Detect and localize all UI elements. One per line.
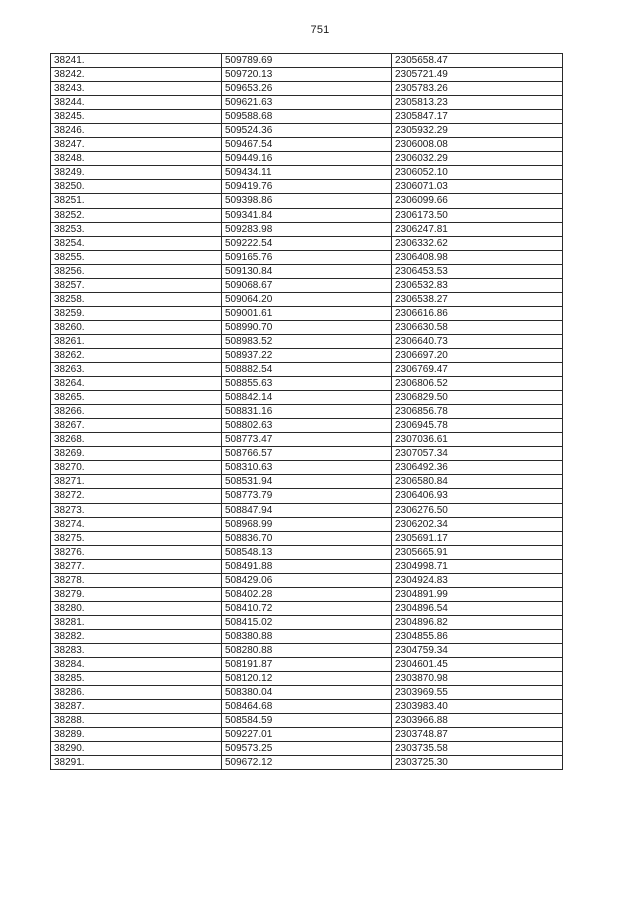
table-row — [51, 629, 563, 643]
x-coordinate-cell: 509222.54 — [222, 236, 392, 250]
x-coordinate-cell: 509419.76 — [222, 180, 392, 194]
point-number-cell: 38282. — [51, 629, 222, 643]
table-row — [51, 306, 563, 320]
y-coordinate-cell: 2303870.98 — [392, 672, 563, 686]
table-row — [51, 334, 563, 348]
x-coordinate-cell: 508491.88 — [222, 559, 392, 573]
point-number-cell: 38253. — [51, 222, 222, 236]
y-coordinate-cell: 2304998.71 — [392, 559, 563, 573]
point-number-cell: 38260. — [51, 320, 222, 334]
y-coordinate-cell: 2303969.55 — [392, 686, 563, 700]
point-number-cell: 38255. — [51, 250, 222, 264]
point-number-cell: 38289. — [51, 728, 222, 742]
table-row — [51, 363, 563, 377]
y-coordinate-cell: 2303725.30 — [392, 756, 563, 770]
point-number-cell: 38250. — [51, 180, 222, 194]
table-row — [51, 447, 563, 461]
point-number-cell: 38264. — [51, 377, 222, 391]
x-coordinate-cell: 508831.16 — [222, 405, 392, 419]
point-number-cell: 38275. — [51, 531, 222, 545]
y-coordinate-cell: 2306945.78 — [392, 419, 563, 433]
point-number-cell: 38276. — [51, 545, 222, 559]
point-number-cell: 38281. — [51, 615, 222, 629]
point-number-cell: 38270. — [51, 461, 222, 475]
y-coordinate-cell: 2304924.83 — [392, 573, 563, 587]
table-row — [51, 180, 563, 194]
x-coordinate-cell: 509341.84 — [222, 208, 392, 222]
point-number-cell: 38262. — [51, 348, 222, 362]
table-row — [51, 264, 563, 278]
table-row — [51, 615, 563, 629]
table-row — [51, 686, 563, 700]
x-coordinate-cell: 508937.22 — [222, 348, 392, 362]
x-coordinate-cell: 509283.98 — [222, 222, 392, 236]
point-number-cell: 38278. — [51, 573, 222, 587]
y-coordinate-cell: 2306640.73 — [392, 334, 563, 348]
y-coordinate-cell: 2306616.86 — [392, 306, 563, 320]
table-row — [51, 489, 563, 503]
x-coordinate-cell: 508802.63 — [222, 419, 392, 433]
point-number-cell: 38287. — [51, 700, 222, 714]
x-coordinate-cell: 508380.04 — [222, 686, 392, 700]
x-coordinate-cell: 508584.59 — [222, 714, 392, 728]
point-number-cell: 38285. — [51, 672, 222, 686]
table-row — [51, 672, 563, 686]
table-row — [51, 517, 563, 531]
table-row — [51, 348, 563, 362]
table-row — [51, 166, 563, 180]
y-coordinate-cell: 2306829.50 — [392, 391, 563, 405]
y-coordinate-cell: 2304855.86 — [392, 629, 563, 643]
x-coordinate-cell: 508380.88 — [222, 629, 392, 643]
y-coordinate-cell: 2306332.62 — [392, 236, 563, 250]
x-coordinate-cell: 508429.06 — [222, 573, 392, 587]
y-coordinate-cell: 2303983.40 — [392, 700, 563, 714]
y-coordinate-cell: 2306071.03 — [392, 180, 563, 194]
point-number-cell: 38263. — [51, 363, 222, 377]
y-coordinate-cell: 2306856.78 — [392, 405, 563, 419]
x-coordinate-cell: 509130.84 — [222, 264, 392, 278]
x-coordinate-cell: 508847.94 — [222, 503, 392, 517]
point-number-cell: 38256. — [51, 264, 222, 278]
table-row — [51, 601, 563, 615]
y-coordinate-cell: 2306630.58 — [392, 320, 563, 334]
table-row — [51, 96, 563, 110]
table-row — [51, 68, 563, 82]
x-coordinate-cell: 508415.02 — [222, 615, 392, 629]
point-number-cell: 38257. — [51, 278, 222, 292]
point-number-cell: 38245. — [51, 110, 222, 124]
point-number-cell: 38279. — [51, 587, 222, 601]
table-row — [51, 714, 563, 728]
y-coordinate-cell: 2306532.83 — [392, 278, 563, 292]
x-coordinate-cell: 509653.26 — [222, 82, 392, 96]
x-coordinate-cell: 508842.14 — [222, 391, 392, 405]
x-coordinate-cell: 508855.63 — [222, 377, 392, 391]
point-number-cell: 38241. — [51, 54, 222, 68]
point-number-cell: 38248. — [51, 152, 222, 166]
point-number-cell: 38286. — [51, 686, 222, 700]
table-row — [51, 742, 563, 756]
y-coordinate-cell: 2306806.52 — [392, 377, 563, 391]
y-coordinate-cell: 2303966.88 — [392, 714, 563, 728]
table-row — [51, 573, 563, 587]
x-coordinate-cell: 509064.20 — [222, 292, 392, 306]
x-coordinate-cell: 508548.13 — [222, 545, 392, 559]
y-coordinate-cell: 2307057.34 — [392, 447, 563, 461]
point-number-cell: 38268. — [51, 433, 222, 447]
coordinates-table-body — [51, 54, 563, 770]
x-coordinate-cell: 508410.72 — [222, 601, 392, 615]
y-coordinate-cell: 2304896.54 — [392, 601, 563, 615]
point-number-cell: 38259. — [51, 306, 222, 320]
table-row — [51, 587, 563, 601]
x-coordinate-cell: 508990.70 — [222, 320, 392, 334]
point-number-cell: 38243. — [51, 82, 222, 96]
x-coordinate-cell: 508191.87 — [222, 658, 392, 672]
y-coordinate-cell: 2306697.20 — [392, 348, 563, 362]
point-number-cell: 38247. — [51, 138, 222, 152]
point-number-cell: 38280. — [51, 601, 222, 615]
x-coordinate-cell: 509449.16 — [222, 152, 392, 166]
point-number-cell: 38258. — [51, 292, 222, 306]
point-number-cell: 38271. — [51, 475, 222, 489]
y-coordinate-cell: 2306406.93 — [392, 489, 563, 503]
y-coordinate-cell: 2303748.87 — [392, 728, 563, 742]
x-coordinate-cell: 508968.99 — [222, 517, 392, 531]
point-number-cell: 38244. — [51, 96, 222, 110]
x-coordinate-cell: 509789.69 — [222, 54, 392, 68]
table-row — [51, 236, 563, 250]
table-row — [51, 728, 563, 742]
table-row — [51, 54, 563, 68]
point-number-cell: 38249. — [51, 166, 222, 180]
x-coordinate-cell: 509227.01 — [222, 728, 392, 742]
page-number: 751 — [310, 24, 330, 36]
y-coordinate-cell: 2305665.91 — [392, 545, 563, 559]
point-number-cell: 38283. — [51, 643, 222, 657]
y-coordinate-cell: 2303735.58 — [392, 742, 563, 756]
table-row — [51, 194, 563, 208]
x-coordinate-cell: 509001.61 — [222, 306, 392, 320]
point-number-cell: 38273. — [51, 503, 222, 517]
point-number-cell: 38265. — [51, 391, 222, 405]
point-number-cell: 38266. — [51, 405, 222, 419]
table-row — [51, 152, 563, 166]
y-coordinate-cell: 2304896.82 — [392, 615, 563, 629]
x-coordinate-cell: 509165.76 — [222, 250, 392, 264]
table-row — [51, 292, 563, 306]
table-row — [51, 320, 563, 334]
x-coordinate-cell: 509672.12 — [222, 756, 392, 770]
y-coordinate-cell: 2306202.34 — [392, 517, 563, 531]
y-coordinate-cell: 2305847.17 — [392, 110, 563, 124]
x-coordinate-cell: 509434.11 — [222, 166, 392, 180]
y-coordinate-cell: 2304601.45 — [392, 658, 563, 672]
y-coordinate-cell: 2305658.47 — [392, 54, 563, 68]
x-coordinate-cell: 508280.88 — [222, 643, 392, 657]
point-number-cell: 38277. — [51, 559, 222, 573]
point-number-cell: 38288. — [51, 714, 222, 728]
y-coordinate-cell: 2307036.61 — [392, 433, 563, 447]
y-coordinate-cell: 2304891.99 — [392, 587, 563, 601]
y-coordinate-cell: 2306099.66 — [392, 194, 563, 208]
y-coordinate-cell: 2306052.10 — [392, 166, 563, 180]
point-number-cell: 38272. — [51, 489, 222, 503]
table-row — [51, 250, 563, 264]
x-coordinate-cell: 508531.94 — [222, 475, 392, 489]
point-number-cell: 38267. — [51, 419, 222, 433]
x-coordinate-cell: 508882.54 — [222, 363, 392, 377]
y-coordinate-cell: 2305783.26 — [392, 82, 563, 96]
table-row — [51, 545, 563, 559]
point-number-cell: 38284. — [51, 658, 222, 672]
table-row — [51, 700, 563, 714]
point-number-cell: 38261. — [51, 334, 222, 348]
y-coordinate-cell: 2306453.53 — [392, 264, 563, 278]
y-coordinate-cell: 2305721.49 — [392, 68, 563, 82]
x-coordinate-cell: 509068.67 — [222, 278, 392, 292]
x-coordinate-cell: 508766.57 — [222, 447, 392, 461]
x-coordinate-cell: 508310.63 — [222, 461, 392, 475]
table-row — [51, 433, 563, 447]
y-coordinate-cell: 2306247.81 — [392, 222, 563, 236]
x-coordinate-cell: 509573.25 — [222, 742, 392, 756]
point-number-cell: 38290. — [51, 742, 222, 756]
y-coordinate-cell: 2305691.17 — [392, 531, 563, 545]
y-coordinate-cell: 2305813.23 — [392, 96, 563, 110]
x-coordinate-cell: 508836.70 — [222, 531, 392, 545]
x-coordinate-cell: 509398.86 — [222, 194, 392, 208]
point-number-cell: 38269. — [51, 447, 222, 461]
table-row — [51, 222, 563, 236]
y-coordinate-cell: 2306276.50 — [392, 503, 563, 517]
point-number-cell: 38251. — [51, 194, 222, 208]
x-coordinate-cell: 508120.12 — [222, 672, 392, 686]
point-number-cell: 38252. — [51, 208, 222, 222]
y-coordinate-cell: 2306769.47 — [392, 363, 563, 377]
x-coordinate-cell: 509524.36 — [222, 124, 392, 138]
y-coordinate-cell: 2305932.29 — [392, 124, 563, 138]
point-number-cell: 38242. — [51, 68, 222, 82]
table-row — [51, 559, 563, 573]
table-row — [51, 475, 563, 489]
point-number-cell: 38274. — [51, 517, 222, 531]
x-coordinate-cell: 508464.68 — [222, 700, 392, 714]
x-coordinate-cell: 508402.28 — [222, 587, 392, 601]
point-number-cell: 38291. — [51, 756, 222, 770]
table-row — [51, 461, 563, 475]
x-coordinate-cell: 509467.54 — [222, 138, 392, 152]
table-row — [51, 643, 563, 657]
y-coordinate-cell: 2306580.84 — [392, 475, 563, 489]
table-row — [51, 208, 563, 222]
y-coordinate-cell: 2306492.36 — [392, 461, 563, 475]
y-coordinate-cell: 2306408.98 — [392, 250, 563, 264]
x-coordinate-cell: 509588.68 — [222, 110, 392, 124]
x-coordinate-cell: 509720.13 — [222, 68, 392, 82]
table-row — [51, 658, 563, 672]
x-coordinate-cell: 508773.79 — [222, 489, 392, 503]
y-coordinate-cell: 2306538.27 — [392, 292, 563, 306]
point-number-cell: 38254. — [51, 236, 222, 250]
table-row — [51, 377, 563, 391]
y-coordinate-cell: 2306008.08 — [392, 138, 563, 152]
table-row — [51, 110, 563, 124]
table-row — [51, 278, 563, 292]
point-number-cell: 38246. — [51, 124, 222, 138]
table-row — [51, 124, 563, 138]
y-coordinate-cell: 2306032.29 — [392, 152, 563, 166]
table-row — [51, 531, 563, 545]
x-coordinate-cell: 509621.63 — [222, 96, 392, 110]
coordinates-table — [50, 53, 563, 770]
x-coordinate-cell: 508773.47 — [222, 433, 392, 447]
table-row — [51, 138, 563, 152]
table-row — [51, 405, 563, 419]
x-coordinate-cell: 508983.52 — [222, 334, 392, 348]
table-row — [51, 503, 563, 517]
y-coordinate-cell: 2304759.34 — [392, 643, 563, 657]
y-coordinate-cell: 2306173.50 — [392, 208, 563, 222]
table-row — [51, 419, 563, 433]
table-row — [51, 391, 563, 405]
table-row — [51, 82, 563, 96]
table-row — [51, 756, 563, 770]
